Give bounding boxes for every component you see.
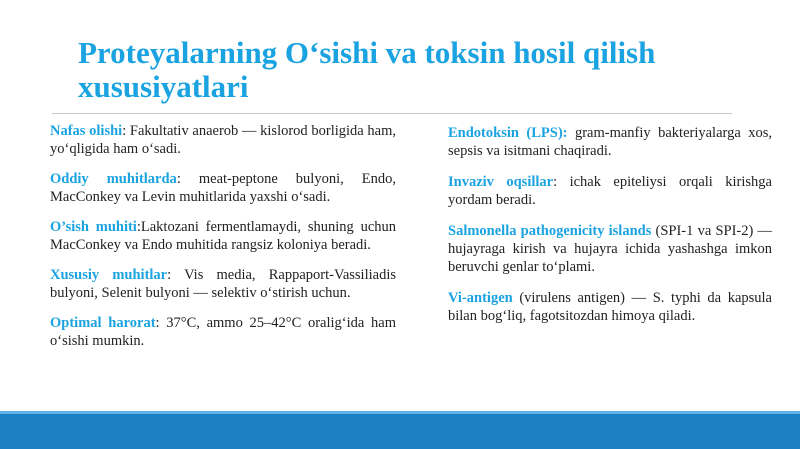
- list-item: [448, 222, 772, 276]
- slide-title: Proteyalarning O‘sishi va toksin hosil qilish xususiyatlari: [78, 35, 656, 104]
- right-column: [448, 124, 772, 338]
- item-term: Oddiy muhitlarda: [50, 171, 177, 187]
- item-text: : Vis media, Rappaport-Vassiliadis bulyoni, Selenit bulyoni — selektiv o‘stirish uchun.: [50, 267, 396, 301]
- item-text: : 37°C, ammo 25–42°C oralig‘ida ham o‘sishi mumkin.: [50, 315, 397, 349]
- item-term: Optimal harorat: [50, 315, 156, 331]
- item-term: Vi-antigen: [448, 290, 513, 306]
- footer-band: [0, 414, 800, 449]
- title-divider: [52, 113, 732, 114]
- item-term: Nafas olishi: [50, 123, 123, 139]
- item-term: Invaziv oqsillar: [448, 174, 554, 190]
- item-text: : meat-peptone bulyoni, Endo, MacConkey va Levin muhitlarida yaxshi o‘sadi.: [50, 171, 396, 205]
- item-term: Salmonella pathogenicity islands: [448, 223, 652, 239]
- item-term: Endotoksin (LPS):: [448, 125, 568, 141]
- item-text: :Laktozani fermentlamaydi, shuning uchun MacConkey va Endo muhitida rangsiz koloniya beradi.: [50, 219, 396, 253]
- item-text: : Fakultativ anaerob — kislorod borligida ham, yo‘qligida ham o‘sadi.: [50, 123, 396, 157]
- item-term: Xususiy muhitlar: [50, 267, 168, 283]
- list-item: [50, 314, 396, 350]
- item-text: gram-manfiy bakteriyalarga xos, sepsis va isitmani chaqiradi.: [448, 125, 772, 159]
- left-column: [50, 122, 396, 362]
- list-item: [50, 122, 396, 158]
- list-item: [50, 266, 396, 302]
- list-item: [448, 289, 772, 325]
- list-item: [50, 170, 396, 206]
- list-item: [50, 218, 396, 254]
- item-text: (virulens antigen) — S. typhi da kapsula bilan bog‘liq, fagotsitozdan himoya qiladi.: [448, 290, 772, 324]
- item-text: : ichak epiteliysi orqali kirishga yordam beradi.: [448, 174, 772, 208]
- item-text: (SPI-1 va SPI-2) — hujayraga kirish va hujayra ichida yashashga imkon beruvchi genlar to‘plami.: [448, 223, 772, 275]
- list-item: [448, 173, 772, 209]
- item-term: O’sish muhiti: [50, 219, 137, 235]
- list-item: [448, 124, 772, 160]
